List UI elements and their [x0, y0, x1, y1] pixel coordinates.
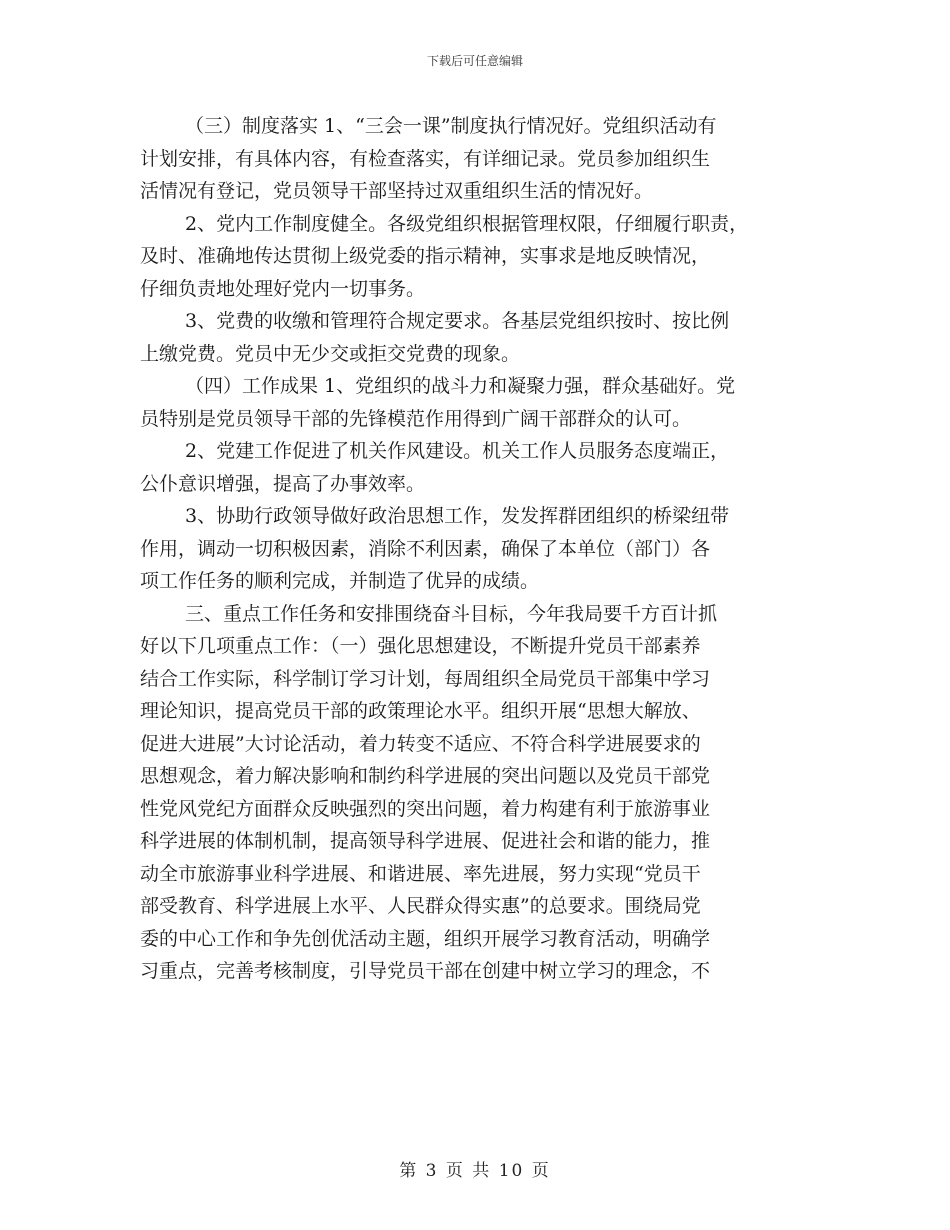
- text-line: （四）工作成果 1、党组织的战斗力和凝聚力强，群众基础好。党: [185, 375, 736, 397]
- text-line: 上缴党费。党员中无少交或拒交党费的现象。: [140, 342, 521, 365]
- text-line: 委的中心工作和争先创优活动主题，组织开展学习教育活动，明确学: [140, 927, 711, 950]
- text-line: 2、党建工作促进了机关作风建设。机关工作人员服务态度端正，: [185, 440, 730, 462]
- page-footer: 第 3 页 共 10 页: [399, 1161, 551, 1181]
- text-line: 项工作任务的顺利完成，并制造了优异的成绩。: [140, 570, 540, 592]
- text-line: 动全市旅游事业科学进展、和谐进展、率先进展，努力实现“党员干: [140, 862, 701, 885]
- text-line: 三、重点工作任务和安排围绕奋斗目标，今年我局要千方百计抓: [185, 602, 718, 625]
- text-line: 作用，调动一切积极因素，消除不利因素，确保了本单位（部门）各: [140, 537, 711, 560]
- text-line: 性党风党纪方面群众反映强烈的突出问题，着力构建有利于旅游事业: [140, 797, 711, 820]
- text-line: 3、党费的收缴和管理符合规定要求。各基层党组织按时、按比例: [185, 310, 730, 332]
- text-line: 员特别是党员领导干部的先锋模范作用得到广阔干部群众的认可。: [140, 407, 692, 430]
- text-line: 促进大进展”大讨论活动，着力转变不适应、不符合科学进展要求的: [140, 732, 701, 755]
- document-body: [140, 110, 820, 988]
- text-line: 活情况有登记，党员领导干部坚持过双重组织生活的情况好。: [140, 180, 654, 202]
- text-line: 结合工作实际，科学制订学习计划，每周组织全局党员干部集中学习: [140, 667, 711, 690]
- text-line: 及时、准确地传达贯彻上级党委的指示精神，实事求是地反映情况，: [140, 245, 711, 267]
- text-line: （三）制度落实 1、“三会一课”制度执行情况好。党组织活动有: [185, 115, 717, 137]
- text-line: 2、党内工作制度健全。各级党组织根据管理权限，仔细履行职责，: [185, 212, 749, 235]
- text-line: 科学进展的体制机制，提高领导科学进展、促进社会和谐的能力，推: [140, 830, 711, 852]
- text-line: 仔细负责地处理好党内一切事务。: [140, 277, 426, 300]
- text-line: 理论知识，提高党员干部的政策理论水平。组织开展“思想大解放、: [140, 700, 701, 722]
- text-line: 计划安排，有具体内容，有检查落实，有详细记录。党员参加组织生: [140, 147, 711, 170]
- text-line: 好以下几项重点工作：（一）强化思想建设，不断提升党员干部素养: [140, 635, 701, 657]
- page-header-note: 下载后可任意编辑: [426, 54, 523, 68]
- text-line: 习重点，完善考核制度，引导党员干部在创建中树立学习的理念，不: [140, 960, 711, 982]
- text-line: 3、协助行政领导做好政治思想工作，发发挥群团组织的桥梁纽带: [185, 505, 730, 527]
- text-line: 思想观念，着力解决影响和制约科学进展的突出问题以及党员干部党: [140, 765, 711, 787]
- text-line: 公仆意识增强，提高了办事效率。: [140, 472, 426, 495]
- text-line: 部受教育、科学进展上水平、人民群众得实惠”的总要求。围绕局党: [140, 895, 701, 917]
